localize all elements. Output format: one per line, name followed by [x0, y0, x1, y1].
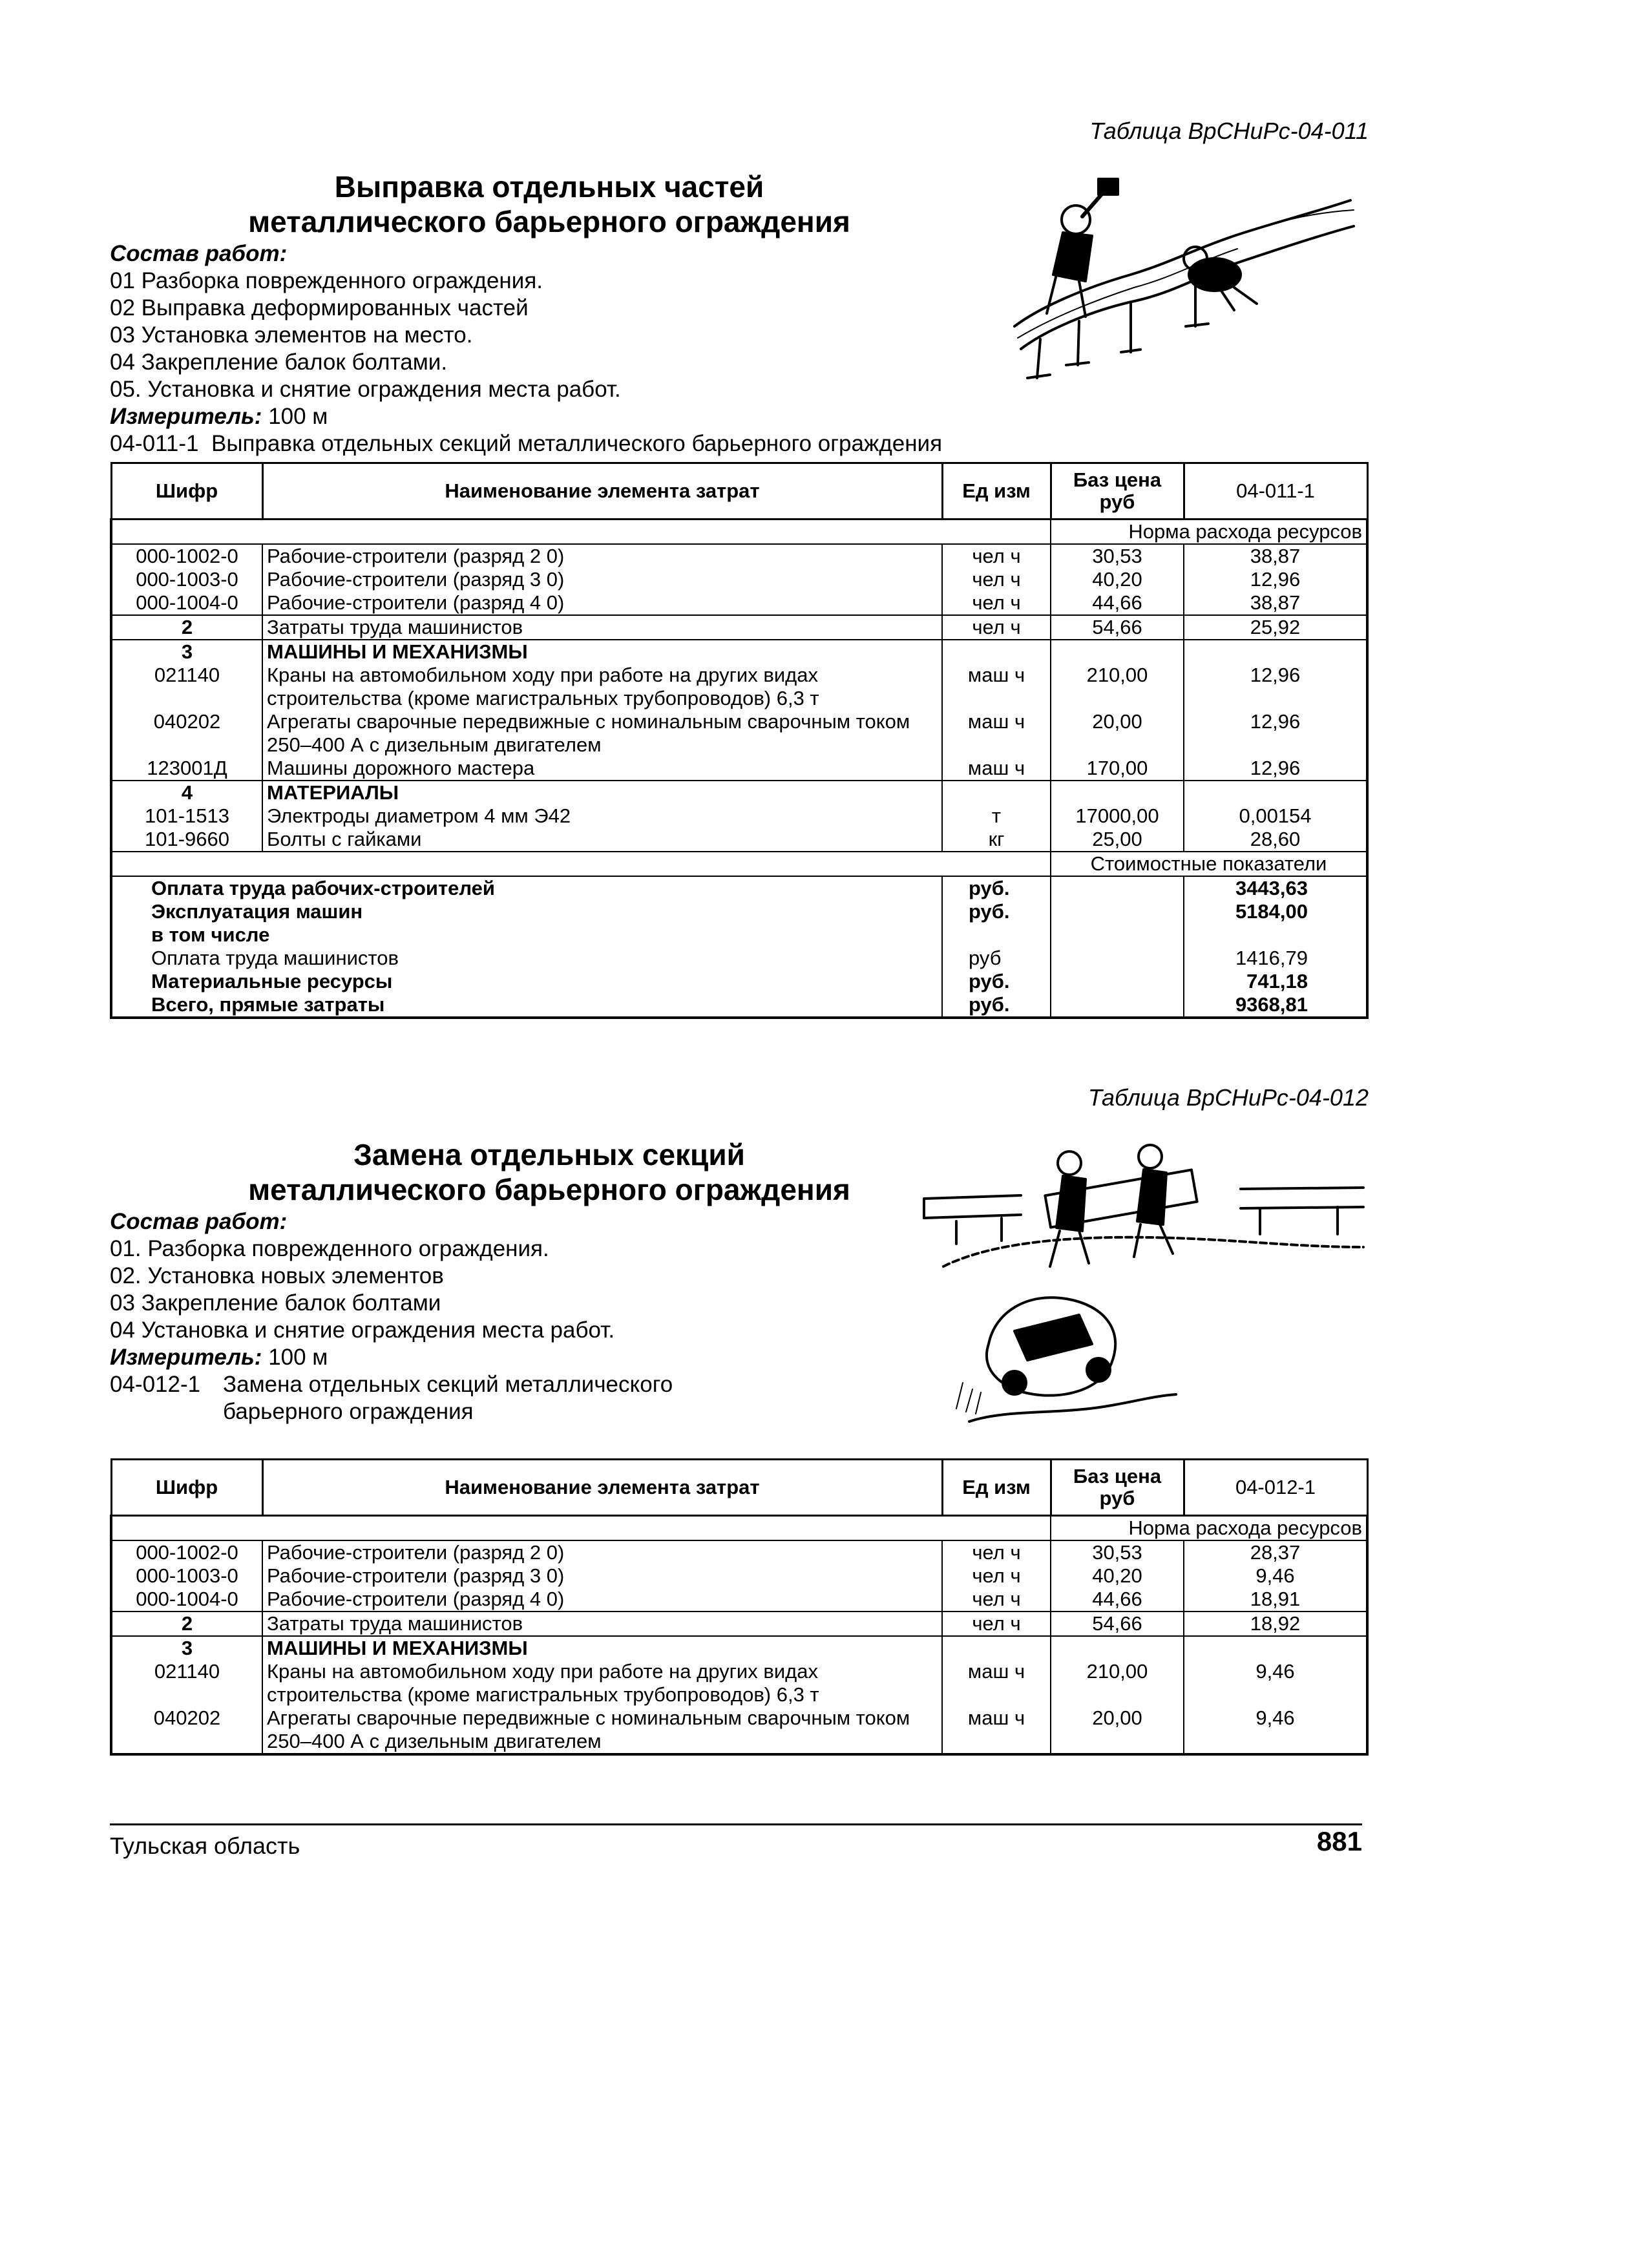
table-cell: маш ч	[942, 1706, 1051, 1754]
table-cell: 12,96	[1184, 710, 1367, 757]
table-cell: 17000,00	[1051, 804, 1184, 828]
header-cell: Наименование элемента затрат	[262, 1460, 942, 1516]
illustration-guardrail-repair	[1002, 178, 1363, 391]
table-cell: 1416,79	[1184, 947, 1367, 970]
table-row	[111, 640, 1367, 664]
header-cell: Наименование элемента затрат	[262, 463, 942, 520]
table-cell: 000-1004-0	[111, 591, 262, 615]
section-title-1	[194, 169, 905, 239]
table-cell	[1051, 900, 1184, 923]
table-cell: 30,53	[1051, 1540, 1184, 1564]
table-row	[111, 1588, 1367, 1612]
table-cell: 741,18	[1184, 970, 1367, 993]
table-cell: Машины дорожного мастера	[262, 757, 942, 781]
table-cell	[1051, 876, 1184, 900]
table-cell: 2	[111, 1612, 262, 1636]
table-row	[111, 615, 1367, 640]
table-cell: 4	[111, 781, 262, 804]
table-cell: Рабочие-строители (разряд 2 0)	[262, 1540, 942, 1564]
header-cell: Баз цена руб	[1051, 463, 1184, 520]
table-cell: Затраты труда машинистов	[262, 615, 942, 640]
resource-table-2	[110, 1458, 1369, 1756]
table-cell	[942, 923, 1051, 947]
table-cell: Агрегаты сварочные передвижные с номинальным сварочным током 250–400 А с дизельным двигателем	[262, 1706, 942, 1754]
table-cell	[111, 852, 1051, 876]
header-cell: Ед изм	[942, 1460, 1051, 1516]
table-cell: 9368,81	[1184, 993, 1367, 1018]
table-cell: маш ч	[942, 1660, 1051, 1706]
table-cell	[942, 640, 1051, 664]
table-cell: чел ч	[942, 591, 1051, 615]
header-cell: 04-012-1	[1184, 1460, 1367, 1516]
table-cell: 123001Д	[111, 757, 262, 781]
table-cell: Оплата труда машинистов	[111, 947, 942, 970]
header-cell: Шифр	[111, 1460, 262, 1516]
table-cell: Эксплуатация машин	[111, 900, 942, 923]
table-label-1: Таблица ВрСНиРс-04-011	[1089, 118, 1369, 144]
table-cell: руб.	[942, 900, 1051, 923]
table-cell: МАТЕРИАЛЫ	[262, 781, 942, 804]
table-cell: 44,66	[1051, 1588, 1184, 1612]
header-cell: Ед изм	[942, 463, 1051, 520]
table-cell: 38,87	[1184, 544, 1367, 568]
table-cell: 9,46	[1184, 1706, 1367, 1754]
table-cell: 2	[111, 615, 262, 640]
table-cell: 3	[111, 640, 262, 664]
table-cell: 28,60	[1184, 828, 1367, 852]
table-cell: чел ч	[942, 568, 1051, 591]
table-cell: 18,92	[1184, 1612, 1367, 1636]
table-row	[111, 757, 1367, 781]
table-cell: Краны на автомобильном ходу при работе на других видах строительства (кроме магистральных трубопроводов) 6,3 т	[262, 664, 942, 710]
table-cell: 3	[111, 1636, 262, 1660]
footer-rule	[110, 1823, 1362, 1825]
table-cell: т	[942, 804, 1051, 828]
table-cell: 000-1002-0	[111, 1540, 262, 1564]
table-cell: Рабочие-строители (разряд 4 0)	[262, 591, 942, 615]
cost-label: Стоимостные показатели	[1051, 852, 1367, 876]
section-title-2-line1: Замена отдельных секций	[353, 1138, 745, 1171]
table-cell: 9,46	[1184, 1564, 1367, 1588]
table-cell: руб.	[942, 876, 1051, 900]
table-cell: маш ч	[942, 757, 1051, 781]
table-cell: 3443,63	[1184, 876, 1367, 900]
table-cell: Электроды диаметром 4 мм Э42	[262, 804, 942, 828]
table-cell: 170,00	[1051, 757, 1184, 781]
work-item: 05. Установка и снятие ограждения места работ.	[110, 377, 621, 402]
table-cell: Рабочие-строители (разряд 4 0)	[262, 1588, 942, 1612]
section-title-2	[194, 1137, 905, 1207]
norm-label: Норма расхода ресурсов	[1051, 520, 1367, 545]
resource-table-1	[110, 462, 1369, 1019]
meter-value: 100 м	[268, 404, 328, 429]
work-item: 01. Разборка поврежденного ограждения.	[110, 1236, 549, 1261]
subsection-title	[223, 1371, 673, 1425]
table-cell	[942, 781, 1051, 804]
table-row	[111, 544, 1367, 568]
table-cell: чел ч	[942, 615, 1051, 640]
table-cell: руб.	[942, 970, 1051, 993]
work-list-2	[110, 1208, 918, 1425]
table-cell: чел ч	[942, 1612, 1051, 1636]
table-cell: чел ч	[942, 1540, 1051, 1564]
table-cell: Оплата труда рабочих-строителей	[111, 876, 942, 900]
table-cell: 210,00	[1051, 1660, 1184, 1706]
table-cell: Агрегаты сварочные передвижные с номинальным сварочным током 250–400 А с дизельным двигателем	[262, 710, 942, 757]
table-cell: 101-9660	[111, 828, 262, 852]
table-row	[111, 664, 1367, 710]
work-list-1	[110, 240, 1014, 457]
table-cell: 38,87	[1184, 591, 1367, 615]
section-title-2-line2: металлического барьерного ограждения	[248, 1173, 850, 1206]
summary-row	[111, 900, 1367, 923]
table-cell: руб	[942, 947, 1051, 970]
subsection-title-line: барьерного ограждения	[223, 1399, 474, 1424]
meter-value: 100 м	[268, 1345, 328, 1370]
section-title-1-line1: Выправка отдельных частей	[334, 170, 764, 204]
work-item: 04 Закрепление балок болтами.	[110, 350, 448, 375]
subsection-1	[110, 430, 1014, 457]
table-row	[111, 568, 1367, 591]
summary-row	[111, 923, 1367, 947]
header-cell: Шифр	[111, 463, 262, 520]
table-cell	[111, 1516, 1051, 1541]
table-row	[111, 710, 1367, 757]
header-cell: Баз цена руб	[1051, 1460, 1184, 1516]
work-item: 02. Установка новых элементов	[110, 1263, 444, 1288]
meter-line-1	[110, 403, 1014, 430]
table-cell: 000-1004-0	[111, 1588, 262, 1612]
table-cell: 12,96	[1184, 757, 1367, 781]
section-title-1-line2: металлического барьерного ограждения	[248, 205, 850, 238]
table-cell: Краны на автомобильном ходу при работе на других видах строительства (кроме магистральных трубопроводов) 6,3 т	[262, 1660, 942, 1706]
table-cell: Рабочие-строители (разряд 2 0)	[262, 544, 942, 568]
subsection-code: 04-011-1	[110, 431, 199, 456]
work-item: 03 Установка элементов на место.	[110, 322, 473, 348]
table-cell: маш ч	[942, 664, 1051, 710]
table-cell: МАШИНЫ И МЕХАНИЗМЫ	[262, 1636, 942, 1660]
table-row	[111, 1540, 1367, 1564]
table-cell	[111, 520, 1051, 545]
table-cell: 9,46	[1184, 1660, 1367, 1706]
table-cell	[942, 1636, 1051, 1660]
table-cell: 44,66	[1051, 591, 1184, 615]
work-item: 04 Установка и снятие ограждения места работ.	[110, 1318, 615, 1343]
table-cell: МАШИНЫ И МЕХАНИЗМЫ	[262, 640, 942, 664]
work-list-1-heading: Состав работ:	[110, 241, 288, 266]
table-cell: 25,00	[1051, 828, 1184, 852]
table-cell: 210,00	[1051, 664, 1184, 710]
work-item: 01 Разборка поврежденного ограждения.	[110, 268, 543, 293]
page-number: 881	[1316, 1826, 1362, 1856]
table-cell	[1051, 1636, 1184, 1660]
table-cell: руб.	[942, 993, 1051, 1018]
table-row	[111, 1564, 1367, 1588]
table-cell	[1051, 781, 1184, 804]
table-cell	[1184, 923, 1367, 947]
table-cell: 021140	[111, 664, 262, 710]
table-label-2: Таблица ВрСНиРс-04-012	[1087, 1084, 1369, 1111]
work-item: 02 Выправка деформированных частей	[110, 295, 529, 320]
table-cell: 20,00	[1051, 710, 1184, 757]
summary-row	[111, 947, 1367, 970]
summary-row	[111, 993, 1367, 1018]
table-cell: Всего, прямые затраты	[111, 993, 942, 1018]
table-cell: 000-1003-0	[111, 1564, 262, 1588]
table-cell: 40,20	[1051, 1564, 1184, 1588]
norm-label: Норма расхода ресурсов	[1051, 1516, 1367, 1541]
table-cell	[1184, 640, 1367, 664]
table-row	[111, 1612, 1367, 1636]
table-cell	[1051, 993, 1184, 1018]
subsection-title: Выправка отдельных секций металлического барьерного ограждения	[211, 431, 943, 456]
meter-line-2	[110, 1344, 918, 1371]
table-cell: чел ч	[942, 1588, 1051, 1612]
table-cell: 18,91	[1184, 1588, 1367, 1612]
subsection-2	[110, 1371, 918, 1425]
table-cell: Рабочие-строители (разряд 3 0)	[262, 1564, 942, 1588]
header-cell: 04-011-1	[1184, 463, 1367, 520]
table-cell: в том числе	[111, 923, 942, 947]
table-cell: 5184,00	[1184, 900, 1367, 923]
table-cell: 000-1002-0	[111, 544, 262, 568]
table-cell	[1051, 640, 1184, 664]
table-row	[111, 804, 1367, 828]
table-row	[111, 1636, 1367, 1660]
meter-heading: Измеритель:	[110, 1345, 262, 1370]
table-row	[111, 1660, 1367, 1706]
table-cell: Затраты труда машинистов	[262, 1612, 942, 1636]
table-row	[111, 781, 1367, 804]
table-cell: 25,92	[1184, 615, 1367, 640]
table-cell: Материальные ресурсы	[111, 970, 942, 993]
table-cell: 30,53	[1051, 544, 1184, 568]
table-cell: Рабочие-строители (разряд 3 0)	[262, 568, 942, 591]
footer-region: Тульская область	[110, 1832, 300, 1859]
table-cell: 54,66	[1051, 1612, 1184, 1636]
summary-row	[111, 970, 1367, 993]
table-cell	[1051, 923, 1184, 947]
table-row	[111, 828, 1367, 852]
subsection-title-line: Замена отдельных секций металлического	[223, 1372, 673, 1397]
table-cell: маш ч	[942, 710, 1051, 757]
table-cell: кг	[942, 828, 1051, 852]
work-list-2-heading: Состав работ:	[110, 1209, 288, 1234]
table-cell: 40,20	[1051, 568, 1184, 591]
table-cell	[1051, 970, 1184, 993]
meter-heading: Измеритель:	[110, 404, 262, 429]
table-cell: 54,66	[1051, 615, 1184, 640]
table-cell: 0,00154	[1184, 804, 1367, 828]
table-cell: 12,96	[1184, 568, 1367, 591]
table-cell: 040202	[111, 1706, 262, 1754]
table-cell: 000-1003-0	[111, 568, 262, 591]
table-cell: 101-1513	[111, 804, 262, 828]
table-cell	[1184, 781, 1367, 804]
table-cell	[1184, 1636, 1367, 1660]
table-cell: чел ч	[942, 544, 1051, 568]
table-cell: 20,00	[1051, 1706, 1184, 1754]
subsection-code: 04-012-1	[110, 1372, 201, 1397]
table-cell: 12,96	[1184, 664, 1367, 710]
table-row	[111, 591, 1367, 615]
table-cell: 28,37	[1184, 1540, 1367, 1564]
work-item: 03 Закрепление балок болтами	[110, 1290, 441, 1316]
table-cell: 040202	[111, 710, 262, 757]
table-cell: 021140	[111, 1660, 262, 1706]
illustration-section-replacement	[918, 1137, 1370, 1428]
summary-row	[111, 876, 1367, 900]
table-row	[111, 1706, 1367, 1754]
table-cell: чел ч	[942, 1564, 1051, 1588]
table-cell	[1051, 947, 1184, 970]
table-cell: Болты с гайками	[262, 828, 942, 852]
